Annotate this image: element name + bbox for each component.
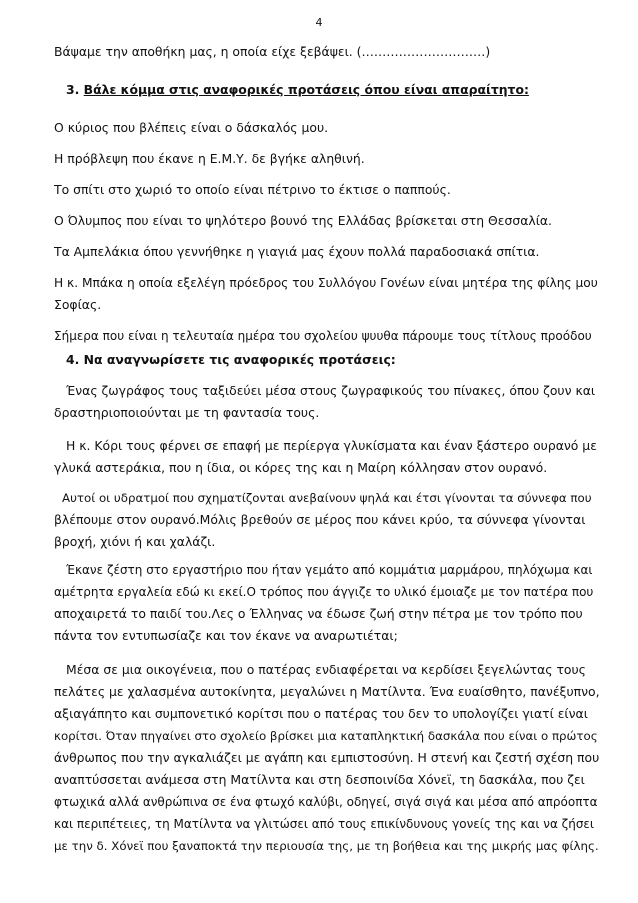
page-number: 4 [315,16,323,29]
paragraph-line: πελάτες με χαλασμένα αυτοκίνητα, μεγαλώνει η Ματίλντα. Ένα ευαίσθητο, πανέξυπνο, [54,684,600,699]
sentence: Η κ. Μπάκα η οποία εξελέγη πρόεδρος του Συλλόγου Γονέων είναι μητέρα της φίλης μου [54,276,598,290]
section-3-title: Βάλε κόμμα στις αναφορικές προτάσεις όπου είναι απαραίτητο: [83,82,529,97]
section-4-number: 4. [66,352,80,367]
paragraph-line: και περιπέτειες, τη Ματίλντα να γλιτώσει από τους επικίνδυνους γονείς της και να ζήσει [54,817,594,831]
paragraph-line: βροχή, χιόνι ή και χαλάζι. [54,534,216,549]
paragraph-line: Η κ. Κόρι τους φέρνει σε επαφή με περίεργα γλυκίσματα και έναν ξάστερο ουρανό με [66,438,597,453]
sentence: Ο κύριος που βλέπεις είναι ο δάσκαλός μου. [54,120,329,135]
sentence: Τα Αμπελάκια όπου γεννήθηκε η γιαγιά μας έχουν πολλά παραδοσιακά σπίτια. [54,244,540,259]
paragraph-line: δραστηριοποιούνται με τη φαντασία τους. [54,405,320,420]
sentence: Η πρόβλεψη που έκανε η Ε.Μ.Υ. δε βγήκε αληθινή. [54,151,365,166]
section-4-title: Να αναγνωρίσετε τις αναφορικές προτάσεις: [83,352,396,367]
paragraph-line: φτωχικά αλλά ανθρώπινα σε ένα φτωχό καλύβι, οδηγεί, σιγά σιγά και μέσα από απρόοπτα [54,795,598,809]
paragraph-line: αποχαιρετά το παιδί του.Λες ο Έλληνας να έδωσε ζωή στην πέτρα με τον τρόπο που [54,606,583,621]
paragraph-line: Μέσα σε μια οικογένεια, που ο πατέρας ενδιαφέρεται να κερδίσει ξεγελώντας τους [66,662,586,677]
sentence: Σοφίας. [54,297,102,312]
paragraph-line: με την δ. Χόνεϊ που ξαναποκτά την περιουσία της, με τη βοήθεια και της μικρής μας φίλης. [54,839,599,853]
paragraph-line: Αυτοί οι υδρατμοί που σχηματίζονται ανεβαίνουν ψηλά και έτσι γίνονται τα σύννεφα που [62,491,592,505]
section-4-heading [66,352,396,367]
paragraph-line: αναπτύσσεται ανάμεσα στη Ματίλντα και στη δεσποινίδα Χόνεϊ, τη δασκάλα, που ζει [54,772,585,787]
sentence: Σήμερα που είναι η τελευταία ημέρα του σχολείου ψυυθα πάρουμε τους τίτλους προόδου [54,329,592,343]
top-sentence: Βάψαμε την αποθήκη μας, η οποία είχε ξεβάψει. (…………………………) [54,44,491,59]
paragraph-line: κορίτσι. Όταν πηγαίνει στο σχολείο βρίσκει μια καταπληκτική δασκάλα που είναι ο πρώτος [54,729,598,743]
paragraph-line: πάντα τον εντυπωσίαζε και τον έκανε να αναρωτιέται; [54,628,398,643]
paragraph-line: Ένας ζωγράφος τους ταξιδεύει μέσα στους ζωγραφικούς του πίνακες, όπου ζουν και [66,383,596,398]
section-3-number: 3. [66,82,80,97]
paragraph-line: αμέτρητα εργαλεία εδώ κι εκεί.Ο τρόπος που άγγιζε το υλικό έμοιαζε με τον πατέρα που [54,585,594,599]
paragraph-line: γλυκά αστεράκια, που η ίδια, οι κόρες της και η Μαίρη κόλλησαν στον ουρανό. [54,460,548,475]
paragraph-line: Έκανε ζέστη στο εργαστήριο που ήταν γεμάτο από κομμάτια μαρμάρου, πηλόχωμα και [66,563,593,577]
sentence: Ο Όλυμπος που είναι το ψηλότερο βουνό της Ελλάδας βρίσκεται στη Θεσσαλία. [54,213,552,228]
paragraph-line: βλέπουμε στον ουρανό.Μόλις βρεθούν σε μέρος που κάνει κρύο, τα σύννεφα γίνονται [54,512,586,527]
section-3-heading [66,82,529,97]
sentence: Το σπίτι στο χωριό το οποίο είναι πέτρινο το έκτισε ο παππούς. [54,182,451,197]
paragraph-line: αξιαγάπητο και συμπονετικό κορίτσι που ο πατέρας του δεν το υπολογίζει γιατί είναι [54,706,588,721]
paragraph-line: άνθρωπος που την αγκαλιάζει με αγάπη και εμπιστοσύνη. Η στενή και ζεστή σχέση που [54,750,600,765]
